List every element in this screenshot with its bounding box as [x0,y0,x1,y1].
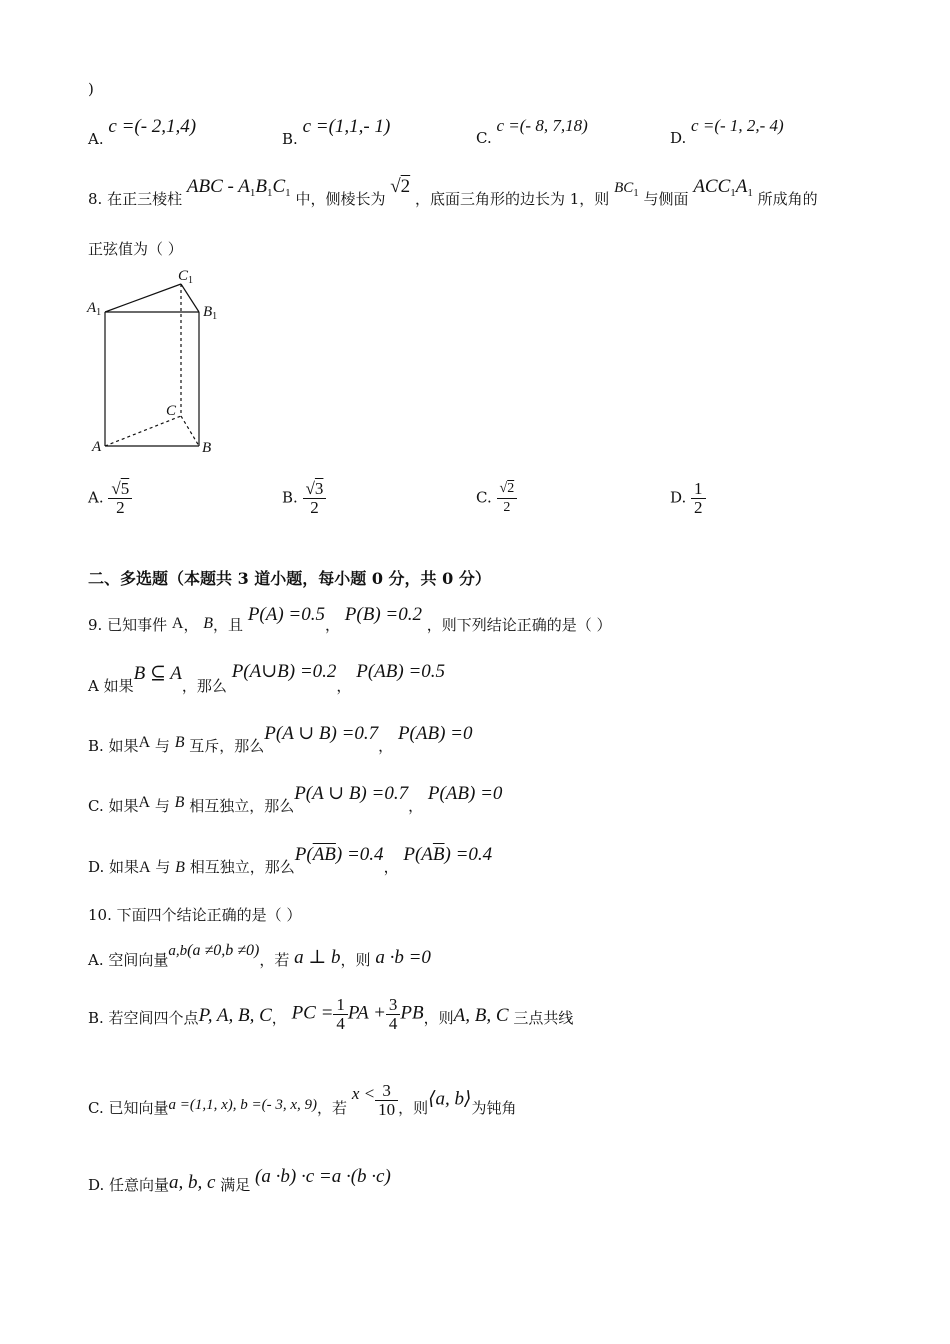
option-expr: c =(- 2,1,4) [108,116,197,137]
option-pre: C. 如果 [88,797,139,815]
option-label: C. [476,488,492,507]
stem-text: 9. 已知事件 [88,616,168,634]
option-expr-2: P(AB) =0 [427,783,503,804]
option-perp: a ⊥ b [294,947,341,968]
word-yu: 与 [154,737,170,755]
event-b: B [203,615,214,632]
stem-text: ，底面三角形的边长为 1，则 [414,190,610,208]
sep: ， [183,616,199,634]
sep: ， [271,1008,287,1027]
word-yu: 与 [155,858,171,876]
stem-text: 8. 在正三棱柱 [88,190,183,208]
word-then: ，则 [340,951,371,969]
prob-a: P(A) =0.5 [247,604,325,625]
q7-option-a[interactable] [88,116,197,150]
event-a: A [138,734,151,751]
q8-option-b[interactable] [282,480,326,517]
q9-stem [88,604,612,634]
option-label: B. [282,488,298,507]
option-rel: 互斥，那么 [189,737,265,755]
q9-option-a[interactable] [88,661,446,695]
label-c1: $C_1$ [178,268,194,286]
event-b: B [174,734,185,751]
option-expr-2: P(AB) =0 [397,723,473,744]
option-expr-2: P(AB) =0.5 [356,661,446,682]
term-pa: PA + [347,1002,386,1024]
stem-text: 与侧面 [643,190,689,208]
event-b: B [175,859,185,876]
word-then: ，则 [398,1098,429,1117]
q10-stem: 10. 下面四个结论正确的是（ ） [88,906,302,924]
option-expr-1: $P(\overline{AB}) =0.4$ [294,844,384,865]
option-pre: D. 任意向量 [88,1176,170,1194]
option-ineq: x < [351,1083,376,1103]
edge-c1b1 [181,284,199,312]
option-fraction: $\frac{√5}{2}$ [108,480,132,517]
option-post: 三点共线 [513,1008,574,1027]
option-label: D. [670,488,687,507]
option-pre: C. 已知向量 [88,1098,169,1117]
option-label: A. [88,130,104,148]
event-a: A [138,794,151,811]
option-vectors: a, b, c [169,1172,216,1193]
frac-3-4: $\frac{3}{4}$ [386,996,401,1033]
option-pre: B. 如果 [88,737,139,755]
continued-paren: ) [88,80,94,98]
stem-text: 中，侧棱长为 [295,190,386,208]
option-vectors: a,b [168,943,188,959]
event-a: A [171,615,184,632]
q9-option-b[interactable] [88,722,473,755]
option-mid: 满足 [220,1176,251,1194]
option-mid: ，那么 [181,677,227,695]
word-yu: 与 [154,797,170,815]
option-label: B. [282,130,298,148]
option-lhs: PC = [291,1002,334,1024]
label-b1: $B_1$ [203,304,218,322]
term-pb: PB [400,1002,424,1024]
q9-option-c[interactable] [88,782,503,815]
word-if: ，若 [317,1098,348,1117]
option-cond: (a ≠0,b ≠0) [187,942,260,959]
option-fraction: $\frac{1}{2}$ [691,480,706,517]
frac-1-4: $\frac{1}{4}$ [333,996,348,1033]
stem-text: 所成角的 [757,190,818,208]
option-rel: 相互独立，那么 [189,797,295,815]
q10-option-b[interactable] [88,996,573,1033]
option-cond: B ⊆ A [133,663,182,684]
option-label: C. [476,129,492,147]
option-expr: c =(1,1,- 1) [302,116,391,137]
q8-option-a[interactable] [88,480,132,517]
q10-option-d[interactable] [88,1166,391,1194]
frac-3-10: $\frac{3}{10}$ [375,1082,398,1119]
option-label: A. [88,488,104,507]
prism-figure [86,262,226,462]
option-pre: D. 如果 [88,858,140,876]
option-rel: 相互独立，那么 [189,858,295,876]
label-c: C [166,403,177,419]
sep: ， [378,737,394,755]
option-expr-1: P(A∪B) =0.2 [231,661,337,682]
q10-option-a[interactable] [88,938,431,969]
sqrt-2: √2 [390,176,411,197]
q8-stem-line2: 正弦值为（ ） [88,240,183,258]
option-fraction: $\frac{√3}{2}$ [303,480,327,517]
option-expr-2: $P(A\overline{B}) =0.4$ [403,844,493,865]
word-then: ，则 [423,1008,454,1027]
q7-option-b[interactable] [282,116,391,150]
q8-stem [88,176,818,208]
option-result: a ·b =0 [375,947,431,968]
prob-b: P(B) =0.2 [344,604,422,625]
edge-a1c1 [105,284,181,312]
option-expr: c =(- 1, 2,- 4) [691,116,784,135]
q10-option-c[interactable] [88,1082,516,1119]
q9-option-d[interactable] [88,844,493,876]
q8-option-c[interactable] [476,480,517,517]
q8-option-d[interactable] [670,480,706,517]
option-points: P, A, B, C [198,1004,272,1026]
label-b: B [202,440,212,456]
option-vectors: a =(1,1, x), b =(- 3, x, 9) [168,1096,318,1113]
prism-name: ABC - $A_1B_1C_1$ [186,176,291,199]
sep: ， [336,677,352,695]
event-b: B [174,794,185,811]
edge-cb-hidden [181,416,199,446]
sep: ， [408,797,424,815]
sep: ，且 [213,616,244,634]
word-if: ，若 [259,951,290,969]
option-post: 为钝角 [471,1098,517,1117]
q7-option-c[interactable] [476,116,588,148]
label-a: A [92,439,102,455]
label-a1: $A_1$ [87,300,102,318]
option-expr-1: P(A ∪ B) =0.7 [294,783,409,804]
option-pre: A 如果 [88,677,134,695]
option-label: D. [670,129,687,147]
sep: ， [383,858,399,876]
face-acc1a1: $ACC_1A_1$ [693,176,753,199]
option-pre: A. 空间向量 [88,951,169,969]
option-expr: (a ·b) ·c =a ·(b ·c) [255,1166,391,1187]
section-heading: 二、多选题（本题共 3 道小题，每小题 0 分，共 0 分） [88,569,491,588]
stem-text: ，则下列结论正确的是（ ） [426,616,612,634]
option-fraction: $\frac{√2}{2}$ [497,480,518,517]
option-points-3: A, B, C [453,1004,509,1026]
edge-ac-hidden [105,416,181,446]
option-expr: c =(- 8, 7,18) [496,116,588,135]
option-expr-1: P(A ∪ B) =0.7 [264,723,379,744]
q7-option-d[interactable] [670,116,784,148]
segment-bc1: $BC_1$ [614,180,639,199]
sep: ， [325,616,341,634]
event-a: A [139,859,151,876]
option-pre: B. 若空间四个点 [88,1008,199,1027]
option-angle: ⟨a, b⟩ [428,1088,472,1110]
